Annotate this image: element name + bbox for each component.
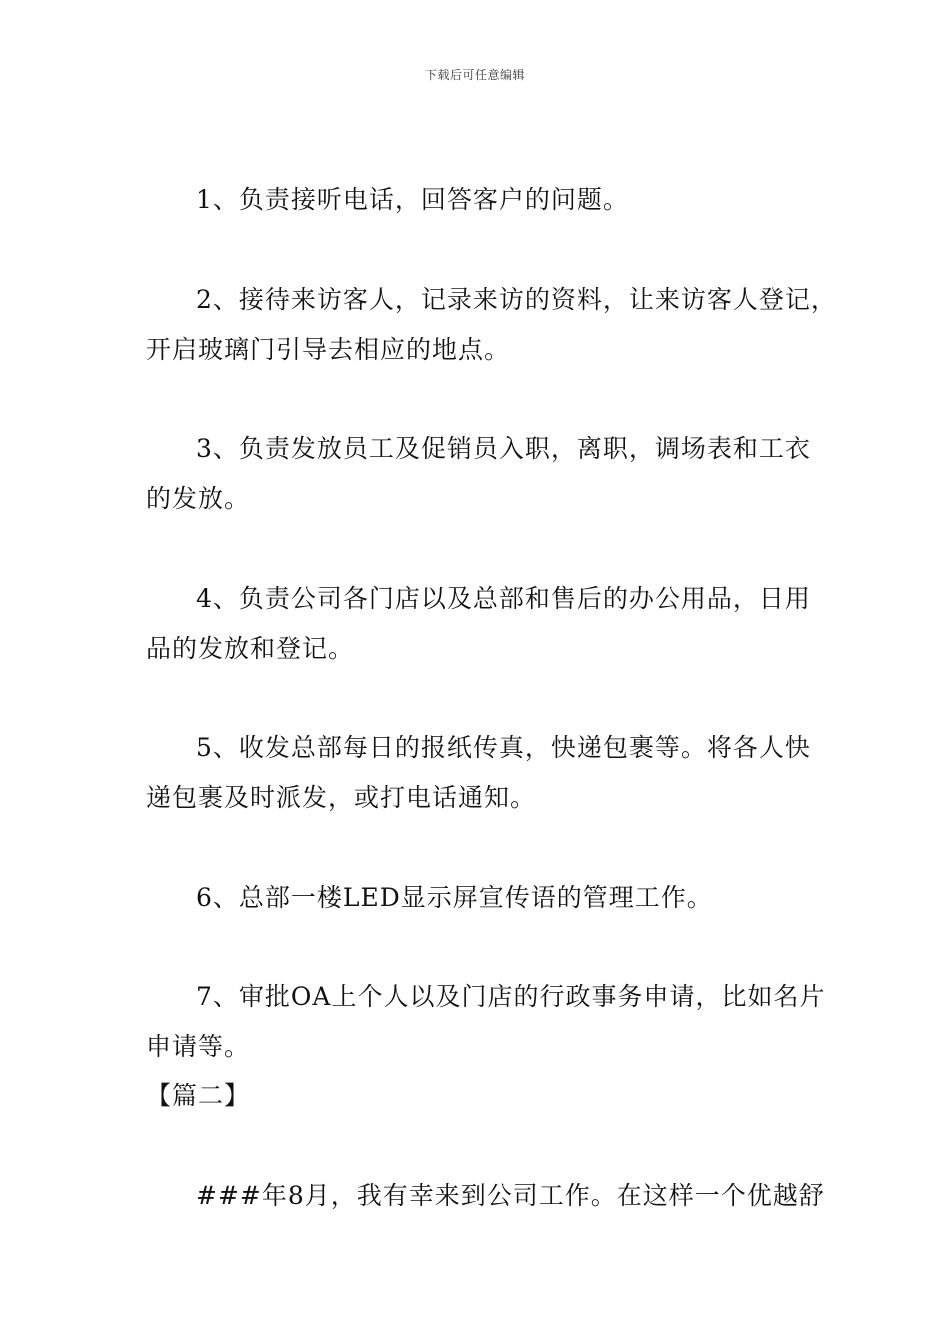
section-heading: 【篇二】 (146, 1081, 251, 1110)
paragraph-4-line-1: 4、负责公司各门店以及总部和售后的办公用品，日用 (196, 584, 811, 613)
page-header: 下载后可任意编辑 (424, 68, 525, 82)
paragraph-5-line-2: 递包裹及时派发，或打电话通知。 (146, 783, 537, 812)
paragraph-4-line-2: 品的发放和登记。 (146, 634, 355, 663)
paragraph-1-line-1: 1、负责接听电话，回答客户的问题。 (196, 185, 629, 214)
paragraph-3-line-1: 3、负责发放员工及促销员入职，离职，调场表和工衣 (196, 434, 811, 463)
paragraph-3-line-2: 的发放。 (146, 484, 251, 513)
paragraph-6-line-1: 6、总部一楼LED显示屏宣传语的管理工作。 (196, 883, 713, 912)
final-paragraph-line-1: ###年8月，我有幸来到公司工作。在这样一个优越舒 (196, 1181, 825, 1210)
paragraph-5-line-1: 5、收发总部每日的报纸传真，快递包裹等。将各人快 (196, 733, 811, 762)
paragraph-2-line-2: 开启玻璃门引导去相应的地点。 (146, 335, 511, 364)
paragraph-7-line-1: 7、审批OA上个人以及门店的行政事务申请，比如名片 (196, 982, 826, 1011)
paragraph-2-line-1: 2、接待来访客人，记录来访的资料，让来访客人登记， (196, 285, 837, 314)
paragraph-7-line-2: 申请等。 (146, 1032, 251, 1061)
